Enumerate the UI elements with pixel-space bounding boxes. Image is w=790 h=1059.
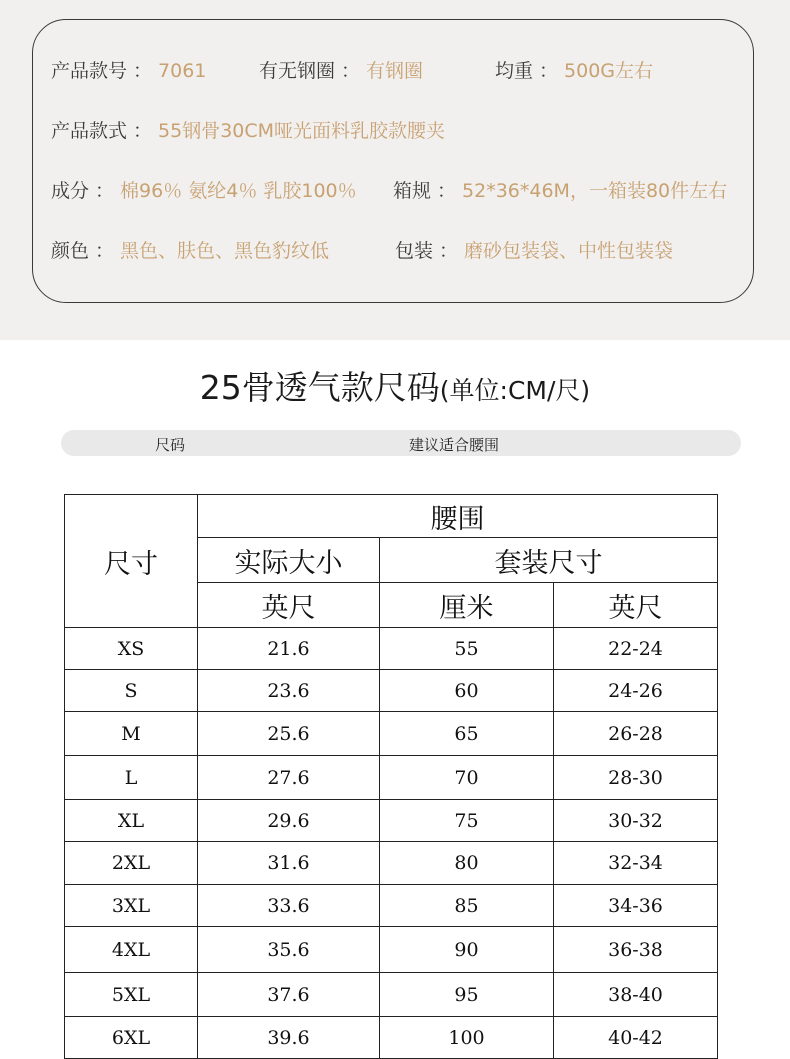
table-row xyxy=(65,756,718,800)
set-cm-header: 厘米 xyxy=(380,583,554,628)
spec-composition-label: 成分 xyxy=(51,180,90,202)
actual-cell: 33.6 xyxy=(198,885,380,927)
table-row xyxy=(65,885,718,927)
spec-section xyxy=(0,0,790,340)
size-cell: XL xyxy=(65,800,198,842)
actual-cell: 25.6 xyxy=(198,712,380,756)
spec-color-value: 黑色、肤色、黑色豹纹低 xyxy=(120,240,330,262)
actual-size-header: 实际大小 xyxy=(198,538,380,583)
spec-composition xyxy=(51,179,357,203)
cm-cell: 100 xyxy=(380,1017,554,1059)
spec-style-value: 55钢骨30CM哑光面料乳胶款腰夹 xyxy=(158,120,446,142)
spec-composition-value: 棉96％ 氨纶4％ 乳胶100％ xyxy=(120,180,357,202)
header-bar xyxy=(61,430,741,456)
inch-cell: 28-30 xyxy=(554,756,718,800)
spec-model xyxy=(51,59,206,83)
spec-packing-value: 磨砂包装袋、中性包装袋 xyxy=(464,240,674,262)
size-chart-title-unit: (单位:CM/尺) xyxy=(439,376,591,405)
spec-card xyxy=(32,19,754,303)
cm-cell: 75 xyxy=(380,800,554,842)
spec-wire-value: 有钢圈 xyxy=(366,60,424,82)
table-row xyxy=(65,1017,718,1059)
spec-model-label: 产品款号 xyxy=(51,60,128,82)
cm-cell: 90 xyxy=(380,927,554,973)
spec-wire xyxy=(259,59,423,83)
size-cell: XS xyxy=(65,628,198,670)
spec-packing-label: 包装 xyxy=(395,240,434,262)
spec-wire-label: 有无钢圈 xyxy=(259,60,336,82)
actual-cell: 37.6 xyxy=(198,973,380,1017)
table-row xyxy=(65,973,718,1017)
spec-weight-sep: ： xyxy=(539,60,559,82)
actual-cell: 39.6 xyxy=(198,1017,380,1059)
size-header: 尺寸 xyxy=(65,495,198,628)
header-bar-size-label: 尺码 xyxy=(155,436,186,454)
spec-carton xyxy=(393,179,727,203)
size-cell: L xyxy=(65,756,198,800)
size-cell: 2XL xyxy=(65,842,198,885)
table-row xyxy=(65,670,718,712)
spec-style xyxy=(51,119,445,143)
spec-style-label: 产品款式 xyxy=(51,120,128,142)
spec-carton-label: 箱规 xyxy=(393,180,432,202)
inch-cell: 40-42 xyxy=(554,1017,718,1059)
cm-cell: 65 xyxy=(380,712,554,756)
spec-carton-sep: ： xyxy=(437,180,457,202)
cm-cell: 95 xyxy=(380,973,554,1017)
table-row xyxy=(65,712,718,756)
actual-cell: 23.6 xyxy=(198,670,380,712)
set-inch-header: 英尺 xyxy=(554,583,718,628)
header-bar-waist-label: 建议适合腰围 xyxy=(409,436,500,454)
table-row xyxy=(65,628,718,670)
size-chart-title-main: 25骨透气款尺码 xyxy=(199,368,440,407)
spec-packing-sep: ： xyxy=(439,240,459,262)
inch-cell: 24-26 xyxy=(554,670,718,712)
inch-cell: 38-40 xyxy=(554,973,718,1017)
size-cell: S xyxy=(65,670,198,712)
actual-cell: 21.6 xyxy=(198,628,380,670)
cm-cell: 85 xyxy=(380,885,554,927)
spec-weight-label: 均重 xyxy=(495,60,534,82)
actual-cell: 29.6 xyxy=(198,800,380,842)
inch-cell: 30-32 xyxy=(554,800,718,842)
spec-color xyxy=(51,239,329,263)
spec-wire-sep: ： xyxy=(341,60,361,82)
size-chart-title xyxy=(0,362,790,409)
spec-carton-value: 52*36*46M，一箱装80件左右 xyxy=(462,180,728,202)
actual-cell: 27.6 xyxy=(198,756,380,800)
actual-cell: 35.6 xyxy=(198,927,380,973)
size-cell: 5XL xyxy=(65,973,198,1017)
cm-cell: 70 xyxy=(380,756,554,800)
table-row xyxy=(65,842,718,885)
spec-weight-value: 500G左右 xyxy=(564,60,654,82)
inch-cell: 26-28 xyxy=(554,712,718,756)
spec-color-label: 颜色 xyxy=(51,240,90,262)
table-row xyxy=(65,927,718,973)
cm-cell: 80 xyxy=(380,842,554,885)
cm-cell: 55 xyxy=(380,628,554,670)
inch-cell: 34-36 xyxy=(554,885,718,927)
inch-cell: 36-38 xyxy=(554,927,718,973)
inch-cell: 22-24 xyxy=(554,628,718,670)
size-cell: 4XL xyxy=(65,927,198,973)
spec-composition-sep: ： xyxy=(95,180,115,202)
spec-model-sep: ： xyxy=(133,60,153,82)
waist-header: 腰围 xyxy=(198,495,718,538)
spec-packing xyxy=(395,239,673,263)
actual-inch-header: 英尺 xyxy=(198,583,380,628)
actual-cell: 31.6 xyxy=(198,842,380,885)
size-table-body xyxy=(65,628,718,1059)
spec-model-value: 7061 xyxy=(158,60,207,82)
inch-cell: 32-34 xyxy=(554,842,718,885)
size-table xyxy=(64,494,718,1059)
spec-style-sep: ： xyxy=(133,120,153,142)
size-cell: 6XL xyxy=(65,1017,198,1059)
spec-color-sep: ： xyxy=(95,240,115,262)
set-size-header: 套装尺寸 xyxy=(380,538,718,583)
size-cell: M xyxy=(65,712,198,756)
spec-weight xyxy=(495,59,653,83)
size-cell: 3XL xyxy=(65,885,198,927)
table-row xyxy=(65,800,718,842)
cm-cell: 60 xyxy=(380,670,554,712)
